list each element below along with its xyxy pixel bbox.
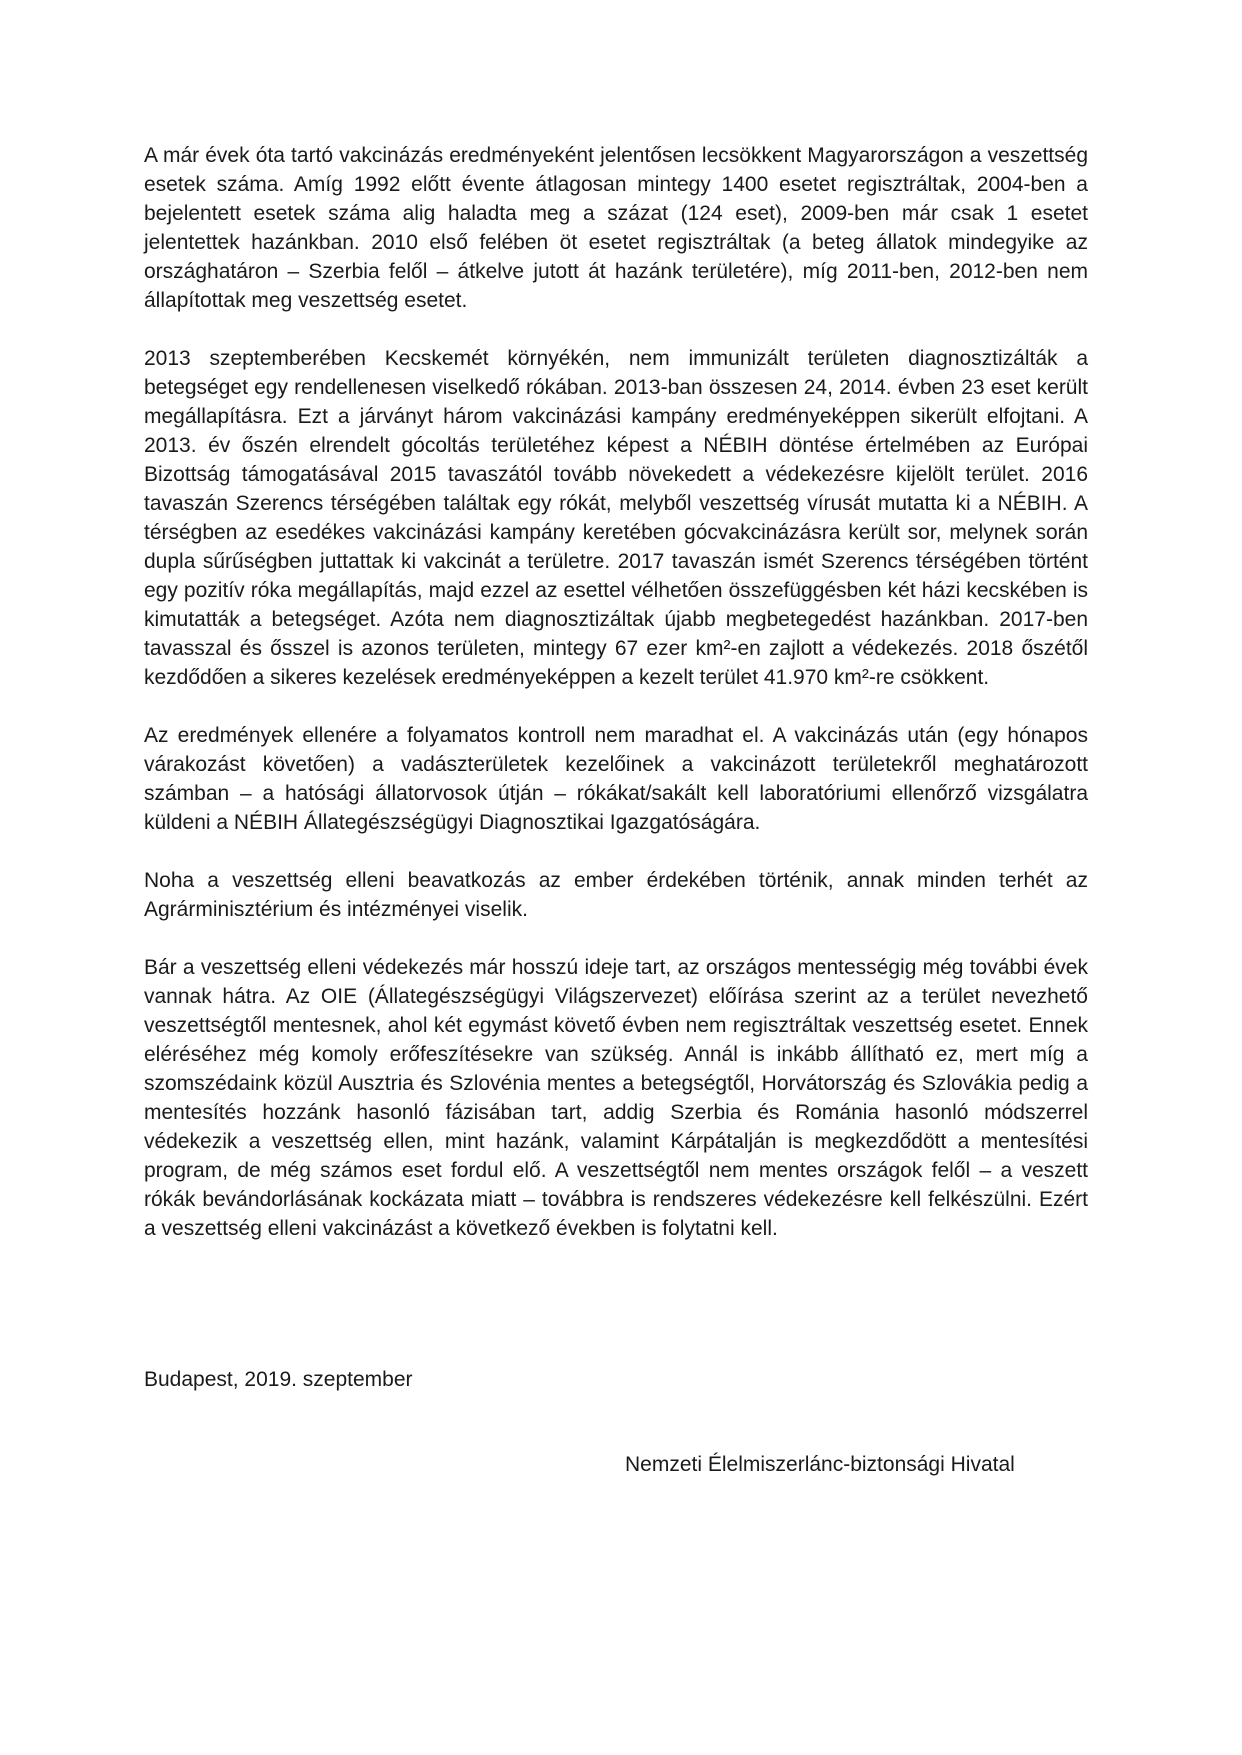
paragraph-costs: Noha a veszettség elleni beavatkozás az ember érdekében történik, annak minden terhét az Agrárminisztérium és intézményei viselik.: [144, 869, 1088, 921]
signature-authority: Nemzeti Élelmiszerlánc-biztonsági Hivatal: [625, 1453, 1015, 1476]
paragraph-kecskemet-outbreak: 2013 szeptemberében Kecskemét környékén, nem immunizált területen diagnosztizálták a betegséget egy rendellenesen viselkedő rókában. 2013-ban összesen 24, 2014. évben 23 eset került megállapításra. Ezt a járványt három vakcinázási kampány eredményeképpen sikerült elfojtani. A 2013. év őszén elrendelt gócoltás területéhez képest a NÉBIH döntése értelmében az Európai Bizottság támogatásával 2015 tavaszától tovább növekedett a védekezésre kijelölt terület. 2016 tavaszán Szerencs térségében találtak egy rókát, melyből veszettség vírusát mutatta ki a NÉBIH. A térségben az esedékes vakcinázási kampány keretében gócvakcinázásra került sor, melynek során dupla sűrűségben juttattak ki vakcinát a területre. 2017 tavaszán ismét Szerencs térségében történt egy pozitív róka megállapítás, majd ezzel az esettel vélhetően összefüggésben két házi kecskében is kimutatták a betegséget. Azóta nem diagnosztizáltak újabb megbetegedést hazánkban. 2017-ben tavasszal és ősszel is azonos területen, mintegy 67 ezer km²-en zajlott a védekezés. 2018 őszétől kezdődően a sikeres kezelések eredményeképpen a kezelt terület 41.970 km²-re csökkent.: [144, 347, 1088, 689]
document-body: [144, 141, 1088, 1243]
paragraph-rabies-history: A már évek óta tartó vakcinázás eredményeként jelentősen lecsökkent Magyarországon a veszettség esetek száma. Amíg 1992 előtt évente átlagosan mintegy 1400 esetet regisztráltak, 2004-ben a bejelentett esetek száma alig haladta meg a százat (124 eset), 2009-ben már csak 1 esetet jelentettek hazánkban. 2010 első felében öt esetet regisztráltak (a beteg állatok mindegyike az országhatáron – Szerbia felől – átkelve jutott át hazánk területére), míg 2011-ben, 2012-ben nem állapítottak meg veszettség esetet.: [144, 144, 1088, 312]
paragraph-control-testing: Az eredmények ellenére a folyamatos kontroll nem maradhat el. A vakcinázás után (egy hónapos várakozást követően) a vadászterületek kezelőinek a vakcinázott területekről meghatározott számban – a hatósági állatorvosok útján – rókákat/sakált kell laboratóriumi ellenőrző vizsgálatra küldeni a NÉBIH Állategészségügyi Diagnosztikai Igazgatóságára.: [144, 724, 1088, 834]
paragraph-outlook: Bár a veszettség elleni védekezés már hosszú ideje tart, az országos mentességig még további évek vannak hátra. Az OIE (Állategészségügyi Világszervezet) előírása szerint az a terület nevezhető veszettségtől mentesnek, ahol két egymást követő évben nem regisztráltak veszettség esetet. Ennek eléréséhez még komoly erőfeszítésekre van szükség. Annál is inkább állítható ez, mert míg a szomszédaink közül Ausztria és Szlovénia mentes a betegségtől, Horvátország és Szlovákia pedig a mentesítés hozzánk hasonló fázisában tart, addig Szerbia és Románia hasonló módszerrel védekezik a veszettség ellen, mint hazánk, valamint Kárpátalján is megkezdődött a mentesítési program, de még számos eset fordul elő. A veszettségtől nem mentes országok felől – a veszett rókák bevándorlásának kockázata miatt – továbbra is rendszeres védekezésre kell felkészülni. Ezért a veszettség elleni vakcinázást a következő években is folytatni kell.: [144, 956, 1088, 1240]
place-date: Budapest, 2019. szeptember: [144, 1368, 413, 1391]
